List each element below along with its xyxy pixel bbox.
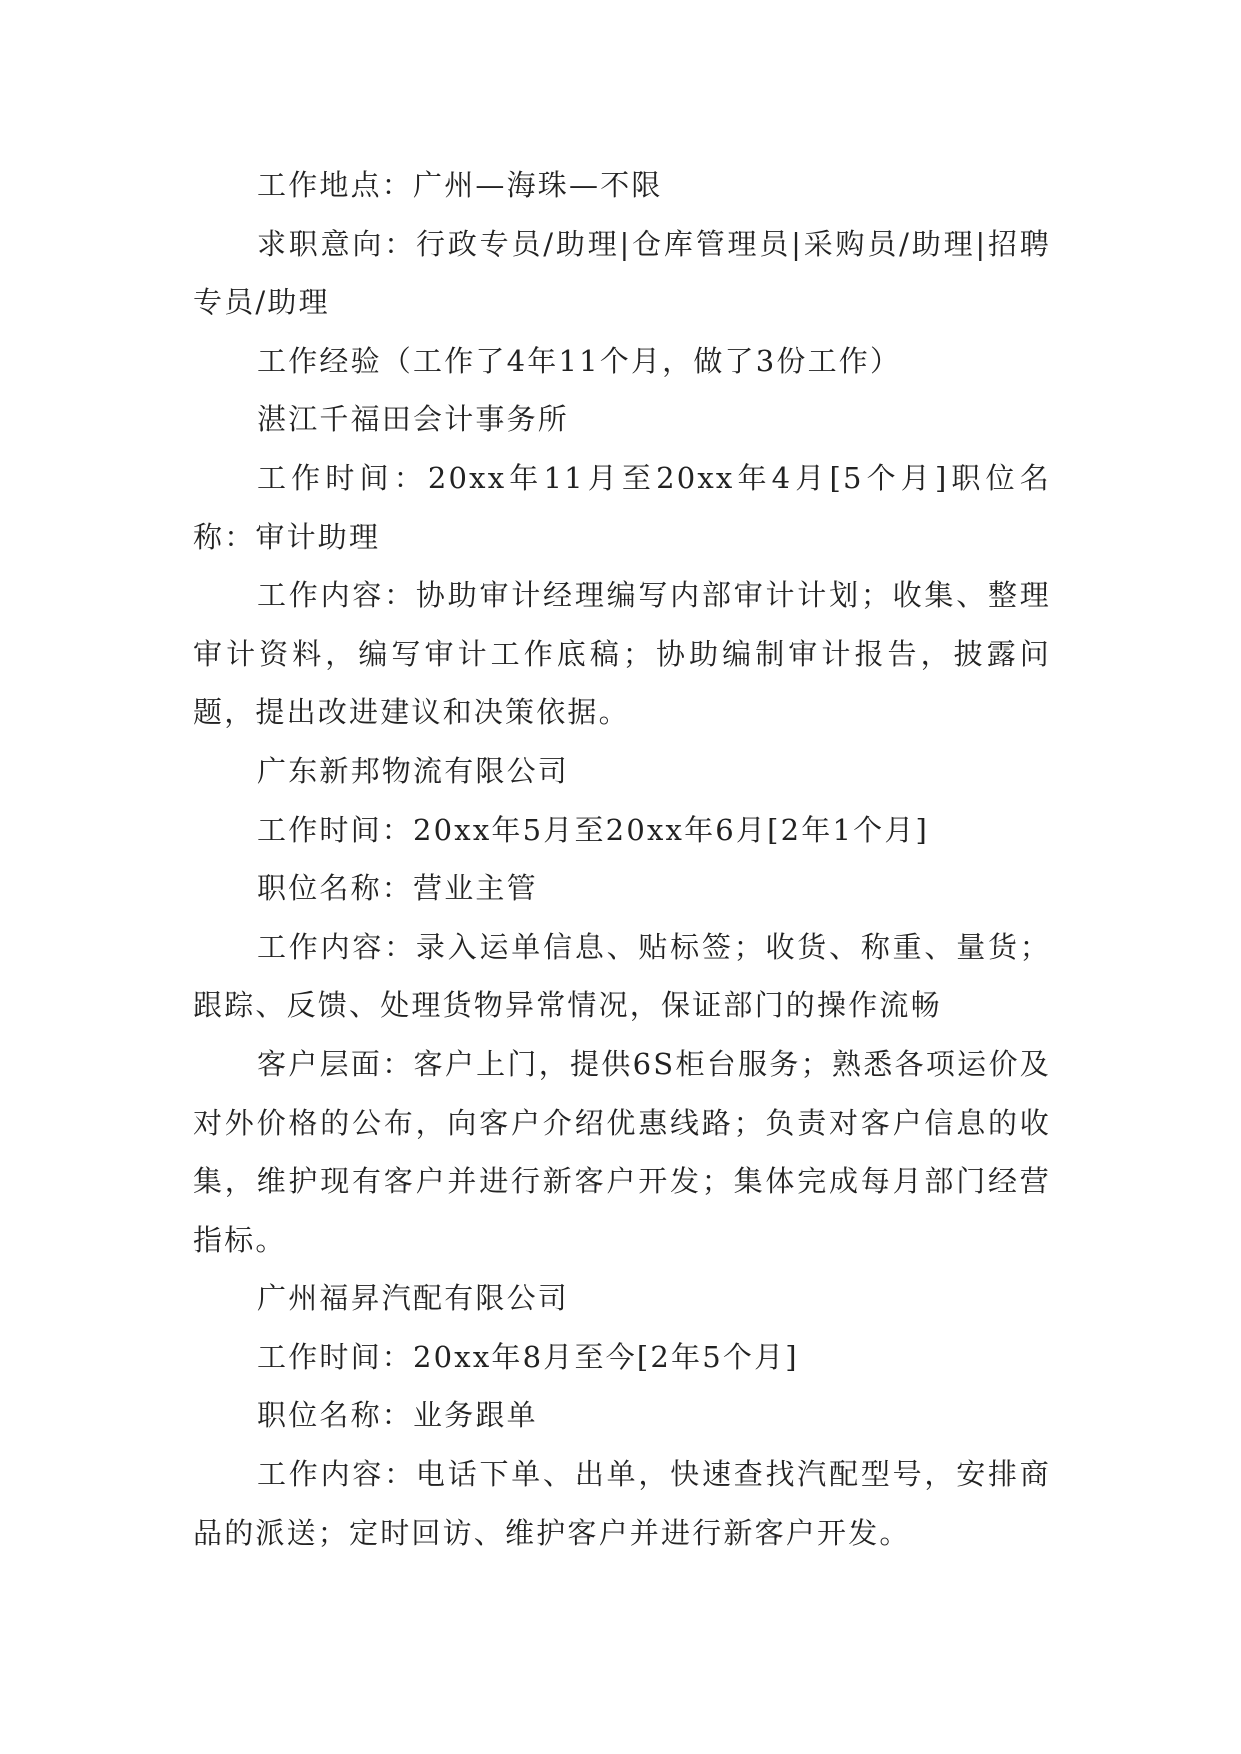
work-period-1: 工作时间：20xx年11月至20xx年4月[5个月]职位名称：审计助理 xyxy=(193,460,1051,554)
job-content-1: 工作内容：协助审计经理编写内部审计计划；收集、整理审计资料，编写审计工作底稿；协助编制审计报告，披露问题，提出改进建议和决策依据。 xyxy=(193,578,1051,730)
job-content-2: 工作内容：录入运单信息、贴标签；收货、称重、量货；跟踪、反馈、处理货物异常情况，保证部门的操作流畅 xyxy=(193,929,1051,1023)
company-name-2: 广东新邦物流有限公司 xyxy=(257,753,570,788)
company-name-1: 湛江千福田会计事务所 xyxy=(257,402,570,437)
work-location: 工作地点：广州—海珠—不限 xyxy=(257,168,663,202)
work-period-3: 工作时间：20xx年8月至今[2年5个月] xyxy=(257,1339,799,1374)
job-content-3: 工作内容：电话下单、出单，快速查找汽配型号，安排商品的派送；定时回访、维护客户并进行新客户开发。 xyxy=(193,1457,1051,1550)
job-title-3: 职位名称：业务跟单 xyxy=(257,1398,538,1433)
customer-duties-2: 客户层面：客户上门，提供6S柜台服务；熟悉各项运价及对外价格的公布，向客户介绍优惠线路；负责对客户信息的收集，维护现有客户并进行新客户开发；集体完成每月部门经营指标。 xyxy=(193,1046,1051,1257)
work-period-2: 工作时间：20xx年5月至20xx年6月[2年1个月] xyxy=(257,812,930,847)
document-body xyxy=(193,156,1051,1562)
company-name-3: 广州福昇汽配有限公司 xyxy=(257,1281,570,1316)
job-title-2: 职位名称：营业主管 xyxy=(257,871,538,906)
job-intention: 求职意向：行政专员/助理|仓库管理员|采购员/助理|招聘专员/助理 xyxy=(193,226,1051,320)
work-experience-summary: 工作经验（工作了4年11个月，做了3份工作） xyxy=(257,343,902,378)
